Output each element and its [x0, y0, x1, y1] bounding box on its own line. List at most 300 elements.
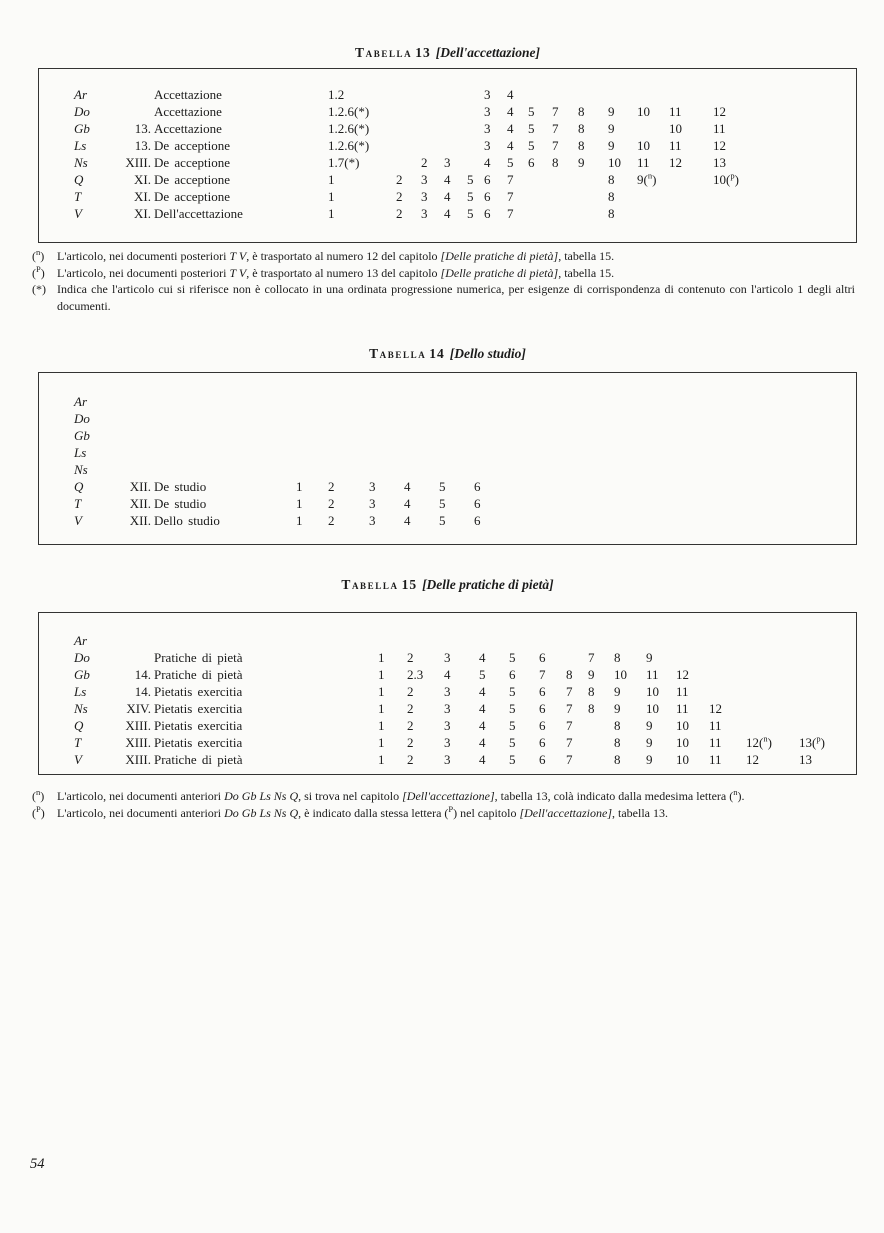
article-number: 3 — [484, 121, 491, 136]
article-number: 1.2.6(*) — [328, 138, 370, 153]
article-number — [369, 410, 404, 427]
article-number — [328, 444, 369, 461]
chapter-numeral — [116, 427, 154, 444]
doc-siglum: Q — [74, 479, 84, 494]
article-number — [404, 444, 439, 461]
article-number: 5 — [467, 189, 474, 204]
article-number — [709, 632, 746, 649]
article-number — [407, 632, 444, 649]
article-number: 5 — [467, 172, 474, 187]
article-number: 8 — [588, 684, 595, 699]
article-number — [444, 120, 467, 137]
footnote-text: , è trasportato al numero 12 del capitolo — [246, 249, 441, 263]
article-number: 2 — [396, 189, 403, 204]
table-row — [39, 666, 856, 683]
article-number: 4 — [507, 121, 514, 136]
article-number: 8 — [614, 752, 621, 767]
article-number: 6 — [484, 172, 491, 187]
article-number: 9 — [646, 752, 653, 767]
chapter-numeral: XIII. — [125, 752, 151, 767]
footnote-marker: ($^P$) — [32, 803, 45, 820]
article-number: 1 — [378, 650, 385, 665]
article-number: 3 — [444, 735, 451, 750]
article-number: 4 — [507, 138, 514, 153]
article-number: 5 — [509, 701, 516, 716]
doc-siglum: Do — [74, 411, 90, 426]
article-number: 9 — [614, 684, 621, 699]
article-number: 11 — [713, 121, 726, 136]
article-number: 3 — [421, 172, 428, 187]
article-number: 2 — [407, 650, 414, 665]
article-number: 11 — [669, 138, 682, 153]
article-number — [467, 154, 484, 171]
article-number — [566, 632, 588, 649]
article-number — [474, 444, 514, 461]
table-row — [39, 205, 856, 222]
chapter-title — [154, 444, 296, 461]
article-number: 1 — [378, 684, 385, 699]
chapter-title: De studio — [154, 496, 207, 511]
article-number — [421, 137, 444, 154]
article-number: 1.7(*) — [328, 155, 360, 170]
article-number: 5 — [509, 650, 516, 665]
article-number: 2 — [328, 496, 335, 511]
footnote-text: T V — [229, 265, 247, 280]
footnote-text: L'articolo, nei documenti posteriori — [57, 249, 230, 263]
footnote-text: Do Gb Ls Ns Q — [224, 789, 299, 803]
tabella-15-footnotes — [32, 788, 855, 821]
article-number: 7 — [507, 172, 514, 187]
article-number: 9 — [646, 650, 653, 665]
article-number — [637, 86, 669, 103]
article-number: 9($^n$) — [637, 170, 657, 187]
table-row — [39, 478, 856, 495]
article-number — [746, 700, 799, 717]
chapter-title: Pratiche di pietà — [154, 752, 243, 767]
article-number — [328, 461, 369, 478]
article-number: 12 — [676, 667, 689, 682]
article-number — [746, 666, 799, 683]
article-number — [509, 632, 539, 649]
footnote-text: L'articolo, nei documenti posteriori — [57, 265, 230, 280]
article-number: 5 — [509, 752, 516, 767]
article-number — [404, 410, 439, 427]
table-row — [39, 632, 856, 649]
chapter-title: Dell'accettazione — [154, 206, 243, 221]
article-number: 12 — [669, 155, 682, 170]
chapter-numeral: XII. — [129, 479, 151, 494]
table-row — [39, 512, 856, 529]
article-number: 5 — [507, 155, 514, 170]
article-number: 6 — [539, 735, 546, 750]
article-number — [637, 205, 669, 222]
article-number — [439, 427, 474, 444]
footnote-text: T V — [229, 249, 247, 263]
article-number: 10 — [637, 138, 650, 153]
article-number — [467, 103, 484, 120]
article-number: 3 — [369, 479, 376, 494]
article-number: 10($^p$) — [713, 170, 739, 187]
chapter-title: Pietatis exercitia — [154, 701, 243, 716]
article-number — [296, 410, 328, 427]
article-number — [328, 410, 369, 427]
article-number — [578, 188, 608, 205]
doc-siglum: Gb — [74, 667, 90, 682]
doc-siglum: Ns — [74, 701, 88, 716]
article-number — [709, 666, 746, 683]
table-title-bracket: [Dello studio] — [449, 346, 526, 362]
chapter-numeral: XI. — [134, 206, 151, 221]
article-number — [474, 461, 514, 478]
article-number: 6 — [484, 189, 491, 204]
chapter-numeral: 13. — [134, 138, 151, 153]
article-number — [444, 632, 479, 649]
article-number: 9 — [614, 701, 621, 716]
article-number — [588, 734, 614, 751]
article-number: 4 — [479, 752, 486, 767]
article-number: 10 — [669, 121, 682, 136]
article-number — [746, 683, 799, 700]
chapter-title: Pietatis exercitia — [154, 684, 243, 699]
article-number: 4 — [484, 155, 491, 170]
table-row — [39, 461, 856, 478]
chapter-numeral: 13. — [134, 121, 151, 136]
article-number: 2 — [396, 206, 403, 221]
doc-siglum: Gb — [74, 121, 90, 136]
chapter-numeral: XII. — [129, 496, 151, 511]
article-number: 6 — [539, 684, 546, 699]
article-number: 8 — [578, 138, 585, 153]
chapter-title — [154, 461, 296, 478]
footnote — [32, 248, 855, 265]
chapter-numeral: XIII. — [125, 718, 151, 733]
article-number: 2.3 — [407, 667, 424, 682]
article-number — [467, 86, 484, 103]
article-number: 5 — [509, 718, 516, 733]
article-number — [676, 649, 709, 666]
table-title-label: Tabella — [369, 346, 427, 362]
article-number: 13 — [799, 752, 812, 767]
doc-siglum: Ar — [74, 394, 87, 409]
chapter-title: De acceptione — [154, 172, 230, 187]
article-number: 12 — [709, 701, 722, 716]
article-number: 6 — [539, 718, 546, 733]
chapter-title — [154, 427, 296, 444]
chapter-numeral: 14. — [134, 684, 151, 699]
article-number — [474, 410, 514, 427]
article-number: 4 — [479, 701, 486, 716]
chapter-title: De acceptione — [154, 155, 230, 170]
article-number — [396, 103, 421, 120]
chapter-numeral — [116, 649, 154, 666]
article-number: 9 — [608, 121, 615, 136]
chapter-title: Dello studio — [154, 513, 220, 528]
footnote-text: ). — [737, 789, 745, 803]
tabella-13-box — [38, 68, 857, 243]
article-number: 10 — [646, 684, 659, 699]
article-number: 3 — [444, 718, 451, 733]
article-number: 1 — [328, 189, 335, 204]
chapter-title: Pietatis exercitia — [154, 718, 243, 733]
article-number — [421, 103, 444, 120]
table-row — [39, 120, 856, 137]
doc-siglum: Ns — [74, 462, 88, 477]
table-row — [39, 137, 856, 154]
table-title-number: 13 — [415, 45, 431, 61]
footnote-text: L'articolo, nei documenti anteriori — [57, 805, 225, 820]
article-number: 9 — [608, 138, 615, 153]
article-number — [396, 86, 421, 103]
footnote-marker: (*) — [32, 282, 46, 297]
article-number — [396, 120, 421, 137]
table-row — [39, 649, 856, 666]
chapter-numeral — [116, 444, 154, 461]
article-number — [444, 103, 467, 120]
chapter-numeral — [116, 86, 154, 103]
article-number: 10 — [608, 155, 621, 170]
article-number: 7 — [552, 138, 559, 153]
article-number — [467, 120, 484, 137]
doc-siglum: T — [74, 735, 82, 750]
article-number: 7 — [588, 650, 595, 665]
doc-siglum: Ls — [74, 684, 87, 699]
tabella-15-title — [38, 577, 857, 593]
article-number: 5 — [439, 496, 446, 511]
article-number: 5 — [479, 667, 486, 682]
article-number: 2 — [396, 172, 403, 187]
table-row — [39, 86, 856, 103]
footnote-text: [Dell'accettazione] — [402, 789, 495, 803]
article-number: 10 — [676, 735, 689, 750]
article-number: 1 — [328, 206, 335, 221]
article-number — [552, 188, 578, 205]
article-number: 4 — [444, 206, 451, 221]
article-number — [296, 427, 328, 444]
article-number: 7 — [566, 752, 573, 767]
article-number — [296, 461, 328, 478]
article-number: 11 — [637, 155, 650, 170]
chapter-title: Pratiche di pietà — [154, 667, 243, 682]
article-number — [474, 393, 514, 410]
article-number: 4 — [479, 735, 486, 750]
article-number: 2 — [328, 479, 335, 494]
table-row — [39, 154, 856, 171]
footnote-text: , è trasportato al numero 13 del capitolo — [246, 265, 441, 280]
article-number: 8 — [588, 701, 595, 716]
table-title-number: 15 — [401, 577, 418, 593]
article-number: 9 — [608, 104, 615, 119]
article-number — [421, 86, 444, 103]
article-number — [637, 188, 669, 205]
article-number — [709, 649, 746, 666]
article-number — [669, 205, 713, 222]
article-number: 4 — [507, 104, 514, 119]
article-number: 11 — [669, 104, 682, 119]
table-row — [39, 427, 856, 444]
footnote-text: [Delle pratiche di pietà] — [440, 249, 559, 263]
article-number — [799, 666, 849, 683]
article-number: 1 — [296, 479, 303, 494]
article-number: 4 — [404, 479, 411, 494]
article-number: 5 — [509, 684, 516, 699]
article-number: 12 — [746, 752, 759, 767]
article-number — [669, 171, 713, 188]
article-number: 3 — [444, 650, 451, 665]
article-number — [746, 717, 799, 734]
article-number: 3 — [421, 206, 428, 221]
article-number: 7 — [566, 684, 573, 699]
chapter-numeral: XIII. — [125, 155, 151, 170]
article-number: 7 — [566, 701, 573, 716]
article-number: 9 — [646, 718, 653, 733]
tabella-13-title — [38, 45, 857, 61]
article-number — [646, 632, 676, 649]
article-number: 5 — [528, 121, 535, 136]
article-number — [588, 717, 614, 734]
footnote — [32, 788, 855, 805]
article-number — [528, 171, 552, 188]
chapter-numeral — [116, 410, 154, 427]
article-number — [444, 137, 467, 154]
article-number — [439, 410, 474, 427]
chapter-title: Pietatis exercitia — [154, 735, 243, 750]
article-number — [396, 154, 421, 171]
article-number: 11 — [646, 667, 659, 682]
article-number: 4 — [479, 718, 486, 733]
article-number: 11 — [709, 735, 722, 750]
tabella-14-title — [38, 346, 857, 362]
article-number: 1 — [378, 735, 385, 750]
article-number — [552, 205, 578, 222]
doc-siglum: V — [74, 513, 82, 528]
article-number: 1 — [328, 172, 335, 187]
article-number — [474, 427, 514, 444]
article-number: 1 — [378, 752, 385, 767]
article-number — [669, 86, 713, 103]
article-number: 5 — [509, 735, 516, 750]
article-number: 8 — [578, 104, 585, 119]
article-number — [552, 171, 578, 188]
article-number: 7 — [507, 206, 514, 221]
article-number — [578, 171, 608, 188]
footnote-text: [Delle pratiche di pietà] — [440, 265, 559, 280]
article-number — [444, 86, 467, 103]
footnote-text: , è indicato dalla stessa lettera ( — [298, 805, 449, 820]
article-number — [369, 461, 404, 478]
article-number — [578, 205, 608, 222]
article-number: 10 — [646, 701, 659, 716]
article-number: 3 — [444, 701, 451, 716]
article-number: 4 — [507, 87, 514, 102]
article-number: 10 — [676, 718, 689, 733]
article-number: 9 — [646, 735, 653, 750]
table-row — [39, 734, 856, 751]
chapter-numeral: XI. — [134, 172, 151, 187]
table-row — [39, 717, 856, 734]
article-number: 6 — [539, 650, 546, 665]
doc-siglum: V — [74, 206, 82, 221]
article-number: 12 — [713, 138, 726, 153]
chapter-title — [154, 632, 378, 649]
article-number — [713, 205, 753, 222]
footnote-text: P — [448, 803, 454, 814]
article-number: 3 — [444, 684, 451, 699]
article-number — [552, 86, 578, 103]
article-number: 4 — [444, 189, 451, 204]
article-number — [396, 137, 421, 154]
chapter-title: De acceptione — [154, 138, 230, 153]
article-number: 13($^p$) — [799, 733, 825, 750]
doc-siglum: Do — [74, 650, 90, 665]
article-number — [608, 86, 637, 103]
article-number: 10 — [676, 752, 689, 767]
article-number: 3 — [484, 87, 491, 102]
tabella-14-box — [38, 372, 857, 545]
table-row — [39, 683, 856, 700]
article-number — [709, 683, 746, 700]
article-number: 7 — [507, 189, 514, 204]
article-number: 13 — [713, 155, 726, 170]
article-number — [528, 205, 552, 222]
article-number: 3 — [369, 496, 376, 511]
table-title-bracket: [Delle pratiche di pietà] — [422, 577, 554, 593]
tabella-13-footnotes — [32, 248, 855, 314]
article-number — [799, 632, 849, 649]
article-number — [378, 632, 407, 649]
article-number: 10 — [614, 667, 627, 682]
article-number — [439, 461, 474, 478]
article-number: 1.2 — [328, 87, 345, 102]
chapter-title — [154, 410, 296, 427]
table-row — [39, 103, 856, 120]
doc-siglum: T — [74, 189, 82, 204]
article-number: 1.2.6(*) — [328, 121, 370, 136]
article-number — [669, 188, 713, 205]
article-number: 7 — [566, 735, 573, 750]
chapter-title: Accettazione — [154, 121, 222, 136]
article-number: 8 — [552, 155, 559, 170]
article-number: 8 — [614, 650, 621, 665]
article-number — [296, 393, 328, 410]
article-number: 8 — [608, 189, 615, 204]
doc-siglum: Gb — [74, 428, 90, 443]
article-number — [479, 632, 509, 649]
article-number: 7 — [552, 104, 559, 119]
doc-siglum: T — [74, 496, 82, 511]
footnote-marker: ($^P$) — [32, 263, 45, 280]
doc-siglum: Ls — [74, 138, 87, 153]
table-row — [39, 444, 856, 461]
article-number: 5 — [467, 206, 474, 221]
footnote-text: , tabella 15. — [558, 265, 615, 280]
doc-siglum: Ls — [74, 445, 87, 460]
footnote — [32, 281, 855, 314]
article-number: 4 — [444, 172, 451, 187]
article-number — [404, 461, 439, 478]
article-number: 6 — [474, 479, 481, 494]
doc-siglum: Q — [74, 718, 84, 733]
article-number — [746, 632, 799, 649]
chapter-title: Pratiche di pietà — [154, 650, 243, 665]
doc-siglum: Ar — [74, 87, 87, 102]
article-number: 1 — [296, 513, 303, 528]
article-number — [328, 393, 369, 410]
article-number — [676, 632, 709, 649]
article-number: 2 — [407, 701, 414, 716]
footnote — [32, 265, 855, 282]
article-number — [404, 427, 439, 444]
article-number: 3 — [369, 513, 376, 528]
